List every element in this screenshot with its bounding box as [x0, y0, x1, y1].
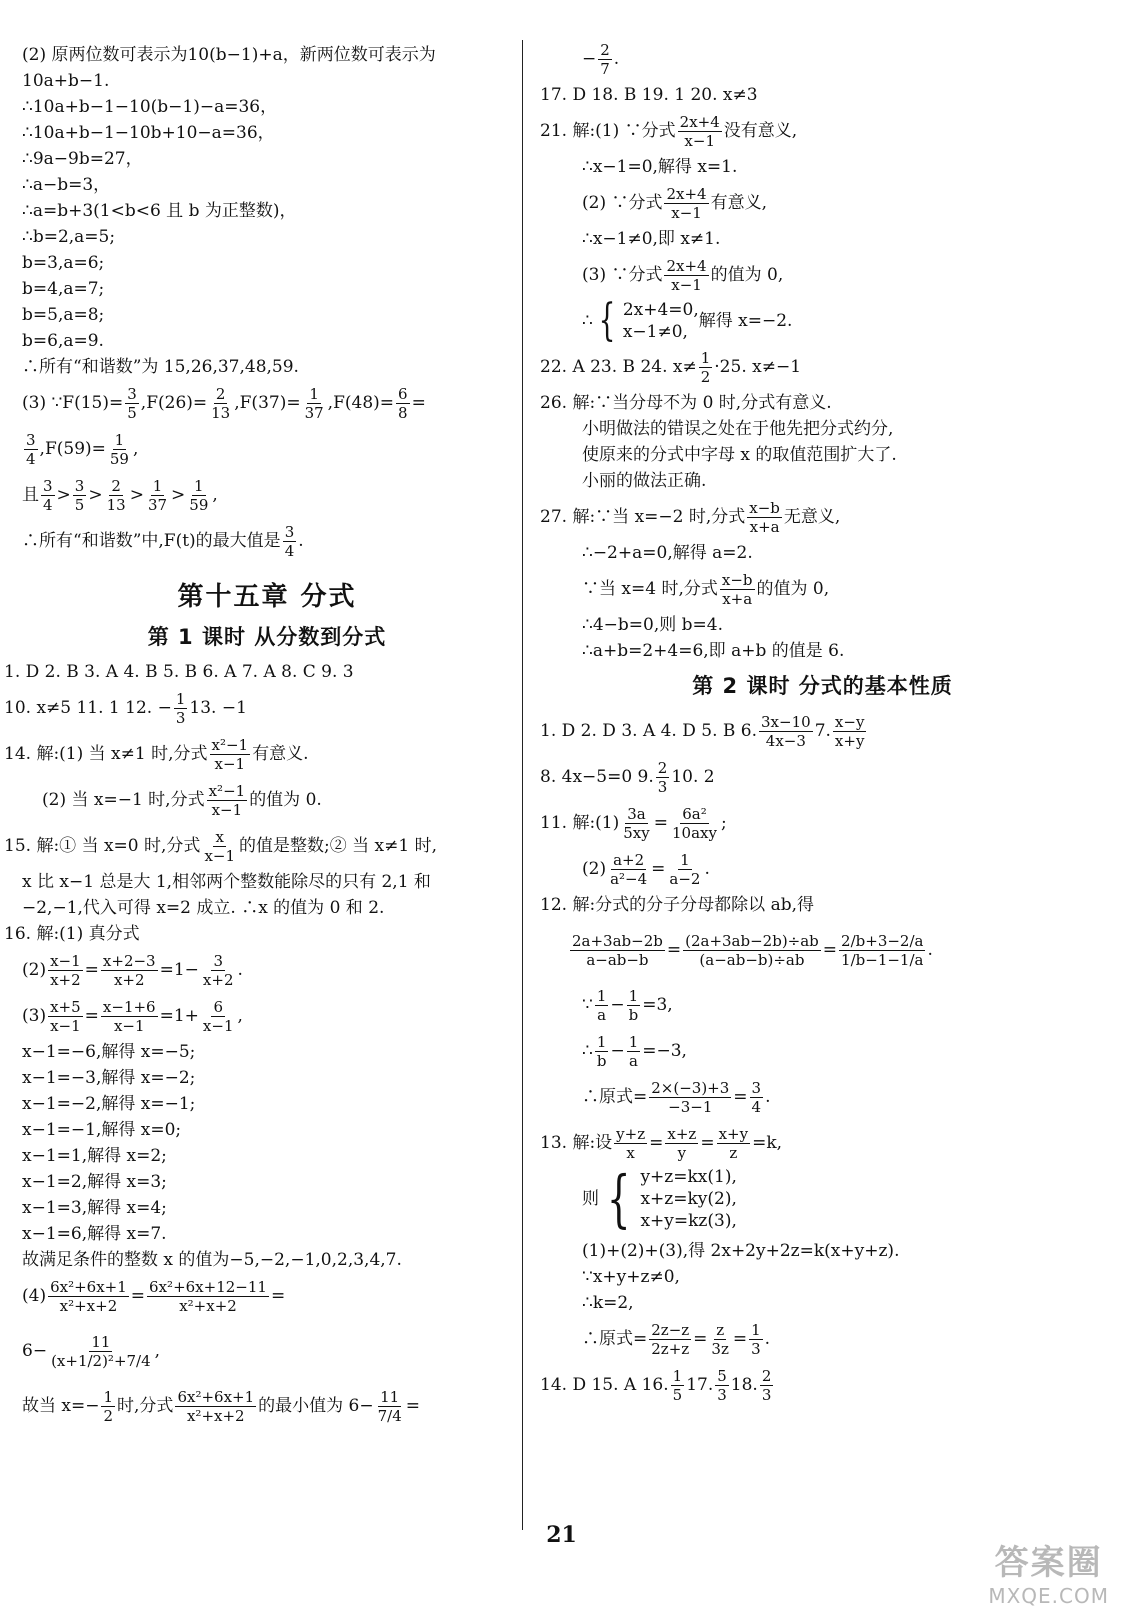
- text-line: 10a+b−1.: [22, 71, 110, 91]
- fraction: 2 3: [657, 758, 668, 796]
- fraction: $\frac{x-1+6}{x-1}$: [102, 997, 156, 1035]
- fraction: $\frac{3}{5}$: [127, 384, 137, 422]
- text-line: ∴原式= $\frac{2z-z}{2z+z}$ = $\frac{z}{3z}$ = $\frac{1}{3}$ .: [582, 1320, 771, 1358]
- text-line: (4) $\frac{\text{6x²+6x+1}}{\text{x²+x+2}}$ = $\frac{\text{6x²+6x+12−11}}{\text{x²+x+2}}$ =: [22, 1277, 286, 1315]
- text-line: ∴ 1 b − $\frac{1}{a}$ =−3,: [582, 1032, 687, 1070]
- lesson-title: 第 2 课时 分式的基本性质: [692, 674, 953, 698]
- fraction: 6a² 10axy: [671, 804, 717, 842]
- answer-line: 8. 4x−5=0 9. 2 3 10. 2: [540, 758, 715, 796]
- fraction: $\frac{y+z}{x}$: [616, 1124, 646, 1162]
- answer-line: 17. D 18. B 19. 1 20. x≠3: [540, 85, 758, 105]
- fraction: $\frac{2a+3ab-2b}{a-ab-b}$: [572, 931, 663, 969]
- fraction: 6x²+6x+1 x²+x+2: [177, 1387, 255, 1425]
- text-line: x−1=1,解得 x=2;: [22, 1146, 167, 1166]
- text-line: ∵当 x=4 时,分式 x−b x+a 的值为 0,: [582, 570, 830, 608]
- text-line: ∴所有“和谐数”为 15,26,37,48,59.: [22, 357, 299, 377]
- text-line: − $\frac{2}{7}$ .: [582, 40, 620, 78]
- text-line: ∴10a+b−1−10b+10−a=36，: [22, 123, 275, 143]
- text-line: ∵ 1 a − $\frac{1}{b}$ =3,: [582, 986, 673, 1024]
- text-line: ∴所有“和谐数”中,F(t)的最大值是 3 4 .: [22, 522, 304, 560]
- text-line: (3) ∵F(15)= $\frac{3}{5}$ ,F(26)= $\frac{2}{13}$ ,F(37)= $\frac{1}{37}$ ,F(48)= $\frac{6}{8}$ =: [22, 384, 426, 422]
- fraction: $\frac{6}{x-1}$: [202, 997, 234, 1035]
- fraction: $\frac{\text{6x²+6x+1}}{\text{x²+x+2}}$: [50, 1277, 127, 1315]
- text-line: b=6,a=9.: [22, 331, 104, 351]
- fraction: 3x−10 4x−3: [761, 712, 811, 750]
- fraction: $\frac{11}{7/4}$: [377, 1387, 402, 1425]
- text-line: x−1=−2,解得 x=−1;: [22, 1094, 196, 1114]
- fraction: $\frac{z}{3z}$: [711, 1320, 729, 1358]
- text-line: x−1=−6,解得 x=−5;: [22, 1042, 196, 1062]
- text-line: 14. 解:(1) 当 x≠1 时,分式 x²−1 x−1 有意义.: [4, 735, 309, 773]
- fraction: $\frac{1}{3}$: [751, 1320, 761, 1358]
- text-line: ∴9a−9b=27，: [22, 149, 143, 169]
- answer-line: 14. D 15. A 16. 1 5 17. 5 3 18. 2 3: [540, 1366, 772, 1404]
- text-line: ∴a+b=2+4=6,即 a+b 的值是 6.: [582, 641, 845, 661]
- fraction: x−b x+a: [749, 498, 780, 536]
- left-brace-icon: {: [606, 1162, 631, 1235]
- text-line: x−1=2,解得 x=3;: [22, 1172, 167, 1192]
- text-line: (3) $\frac{x+5}{x-1}$ = $\frac{x-1+6}{x-1}$ =1+ $\frac{6}{x-1}$ ,: [22, 997, 243, 1035]
- fraction: 1 37: [147, 476, 168, 514]
- fraction: x−b x+a: [721, 570, 753, 608]
- fraction: $\frac{1}{2}$: [103, 1387, 114, 1425]
- text-line: ∴x−1≠0,即 x≠1.: [582, 229, 721, 249]
- fraction: 1 59: [189, 476, 209, 514]
- text-line: ∴k=2,: [582, 1293, 634, 1313]
- text-line: ∴10a+b−1−10(b−1)−a=36，: [22, 97, 278, 117]
- fraction: $\frac{x+y}{z}$: [718, 1124, 749, 1162]
- fraction: $\frac{3}{4}$: [751, 1078, 762, 1116]
- fraction: $\frac{1}{a}$: [628, 1032, 639, 1070]
- fraction: $\frac{x+2-3}{x+2}$: [102, 951, 156, 989]
- text-line: 则 { y+z=kx(1), x+z=ky(2), x+y=kz(3),: [582, 1162, 737, 1235]
- fraction: $\frac{x-1}{x+2}$: [50, 951, 81, 989]
- fraction: x²−1 x−1: [208, 781, 246, 819]
- fraction: $\frac{2/b+3-2/a}{1/b-1-1/a}$: [841, 931, 924, 969]
- text-line: 使原来的分式中字母 x 的取值范围扩大了.: [582, 445, 897, 465]
- text-line: ∴a=b+3(1<b<6 且 b 为正整数)，: [22, 201, 297, 221]
- fraction: $\frac{1}{b}$: [628, 986, 639, 1024]
- fraction: 3 4: [284, 522, 295, 560]
- fraction: $\frac{\text{6x²+6x+12−11}}{\text{x²+x+2}}$: [149, 1277, 267, 1315]
- fraction: $\frac{x+5}{x-1}$: [50, 997, 81, 1035]
- fraction: $\frac{3}{x+2}$: [202, 951, 234, 989]
- text-line: 13. 解:设 $\frac{y+z}{x}$ = $\frac{x+z}{y}$ = $\frac{x+y}{z}$ =k,: [540, 1124, 783, 1162]
- fraction: 3 4: [43, 476, 53, 514]
- column-divider: [522, 40, 523, 1530]
- text-line: 27. 解:∵当 x=−2 时,分式 x−b x+a 无意义,: [540, 498, 841, 536]
- fraction: 1 a: [596, 986, 607, 1024]
- fraction: 3 4: [26, 430, 36, 468]
- answer-line: 1. D 2. D 3. A 4. D 5. B 6. 3x−10 4x−3 7. x−y x+y: [540, 712, 865, 750]
- text-line: 26. 解:∵当分母不为 0 时,分式有意义.: [540, 393, 832, 413]
- fraction: x−y x+y: [834, 712, 865, 750]
- text-line: 6− $\frac{11}{\text{(x+1/2)²+7/4}}$ ,: [22, 1332, 161, 1370]
- text-line: ∴ { 2x+4=0, x−1≠0, 解得 x=−2.: [582, 295, 793, 346]
- text-line: b=4,a=7;: [22, 279, 105, 299]
- page-number: 21: [546, 1522, 577, 1548]
- text-line: x 比 x−1 总是大 1,相邻两个整数能除尽的只有 2,1 和: [22, 872, 431, 892]
- fraction: 2 13: [106, 476, 126, 514]
- text-line: 15. 解:① 当 x=0 时,分式 x x−1 的值是整数;② 当 x≠1 时,: [4, 827, 438, 865]
- text-line: (3) ∵分式 2x+4 x−1 的值为 0,: [582, 256, 784, 294]
- text-line: x−1=−3,解得 x=−2;: [22, 1068, 196, 1088]
- fraction: 1 2: [700, 348, 711, 386]
- text-line: 故满足条件的整数 x 的值为−5,−2,−1,0,2,3,4,7.: [22, 1250, 402, 1270]
- fraction: 1 b: [596, 1032, 607, 1070]
- text-line: $\frac{2a+3ab-2b}{a-ab-b}$ = $\frac{(2a+3ab-2b)\div ab}{(a-ab-b)\div ab}$ = $\frac{2/b+3-2/a}{1/b-1-1/a}$ .: [572, 931, 933, 969]
- equation-system: { 2x+4=0, x−1≠0,: [598, 295, 699, 346]
- fraction: $\frac{2z-z}{2z+z}$: [651, 1320, 690, 1358]
- text-line: ∴原式= $\frac{2\times(-3)+3}{-3-1}$ = $\frac{3}{4}$ .: [582, 1078, 771, 1116]
- text-line: 21. 解:(1) ∵分式 2x+4 x−1 没有意义,: [540, 112, 798, 150]
- text-line: (2) 当 x=−1 时,分式 x²−1 x−1 的值为 0.: [42, 781, 322, 819]
- text-line: 故当 x=− $\frac{1}{2}$ 时,分式 6x²+6x+1 x²+x+2 的最小值为 6− $\frac{11}{7/4}$ =: [22, 1387, 420, 1425]
- text-line: ∴x−1=0,解得 x=1.: [582, 157, 738, 177]
- fraction: 2x+4 x−1: [679, 112, 720, 150]
- fraction: $\frac{1}{59}$: [109, 430, 129, 468]
- watermark-url: MXQE.COM: [988, 1584, 1109, 1608]
- lesson-title: 第 1 课时 从分数到分式: [147, 625, 387, 649]
- watermark-logo: [988, 1535, 1109, 1608]
- answer-line: 1. D 2. B 3. A 4. B 5. B 6. A 7. A 8. C 9. 3: [4, 662, 354, 682]
- fraction: $\frac{1}{37}$: [304, 384, 324, 422]
- text-line: b=5,a=8;: [22, 305, 105, 325]
- fraction: 2x+4 x−1: [666, 256, 707, 294]
- text-line: (2) $\frac{x-1}{x+2}$ = $\frac{x+2-3}{x+2}$ =1− $\frac{3}{x+2}$ .: [22, 951, 243, 989]
- text-line: b=3,a=6;: [22, 253, 105, 273]
- fraction: 5 3: [717, 1366, 727, 1404]
- fraction: $\frac{6}{8}$: [398, 384, 408, 422]
- fraction: $\frac{a+2}{\text{a²−4}}$: [610, 850, 648, 888]
- fraction: $\frac{2}{7}$: [600, 40, 610, 78]
- chapter-title: 第十五章 分式: [177, 582, 357, 612]
- text-line: x−1=−1,解得 x=0;: [22, 1120, 182, 1140]
- fraction: $\frac{1}{a-2}$: [669, 850, 701, 888]
- text-line: 小明做法的错误之处在于他先把分式约分,: [582, 419, 894, 439]
- equation-system: { y+z=kx(1), x+z=ky(2), x+y=kz(3),: [606, 1162, 737, 1235]
- fraction: $\frac{2\times(-3)+3}{-3-1}$: [651, 1078, 730, 1116]
- left-column: [4, 42, 512, 1429]
- fraction: x²−1 x−1: [211, 735, 249, 773]
- text-line: 小丽的做法正确.: [582, 471, 707, 491]
- answer-line: 10. x≠5 11. 1 12. − $\frac{1}{3}$ 13. −1: [4, 689, 247, 727]
- text-line: 16. 解:(1) 真分式: [4, 924, 140, 944]
- text-line: 3 4 ,F(59)= $\frac{1}{59}$ ,: [26, 430, 139, 468]
- text-line: (1)+(2)+(3),得 2x+2y+2z=k(x+y+z).: [582, 1241, 900, 1261]
- text-line: x−1=3,解得 x=4;: [22, 1198, 167, 1218]
- text-line: (2) 原两位数可表示为10(b−1)+a，新两位数可表示为: [22, 45, 436, 65]
- text-line: −2,−1,代入可得 x=2 成立. ∴x 的值为 0 和 2.: [22, 898, 385, 918]
- left-brace-icon: {: [598, 295, 616, 346]
- fraction: 3 5: [74, 476, 85, 514]
- fraction: 2x+4 x−1: [666, 184, 707, 222]
- fraction: $\frac{x+z}{y}$: [667, 1124, 697, 1162]
- text-line: ∵x+y+z≠0,: [582, 1267, 680, 1287]
- text-line: ∴4−b=0,则 b=4.: [582, 615, 723, 635]
- text-line: 11. 解:(1) $\frac{3a}{5xy}$ = 6a² 10axy ;: [540, 804, 727, 842]
- text-line: 且 3 4 > 3 5 > 2 13 > 1 37 > 1 59 ,: [22, 476, 218, 514]
- watermark-text: 答案圈: [994, 1543, 1103, 1583]
- right-column: [540, 36, 1105, 1408]
- fraction: $\frac{11}{\text{(x+1/2)²+7/4}}$: [51, 1332, 151, 1370]
- fraction: 2 3: [761, 1366, 772, 1404]
- fraction: $\frac{3a}{5xy}$: [623, 804, 650, 842]
- fraction: $\frac{2}{13}$: [211, 384, 231, 422]
- text-line: x−1=6,解得 x=7.: [22, 1224, 167, 1244]
- text-line: ∴−2+a=0,解得 a=2.: [582, 543, 753, 563]
- text-line: (2) $\frac{a+2}{\text{a²−4}}$ = $\frac{1}{a-2}$ .: [582, 850, 710, 888]
- fraction: $\frac{1}{3}$: [175, 689, 186, 727]
- fraction: x x−1: [204, 827, 236, 865]
- text-line: ∴a−b=3，: [22, 175, 111, 195]
- answer-line: 22. A 23. B 24. x≠ 1 2 ·25. x≠−1: [540, 348, 802, 386]
- text-line: ∴b=2,a=5;: [22, 227, 116, 247]
- text-line: 12. 解:分式的分子分母都除以 ab,得: [540, 895, 814, 915]
- fraction: $\frac{(2a+3ab-2b)\div ab}{(a-ab-b)\div ab}$: [685, 931, 819, 969]
- fraction: 1 5: [672, 1366, 683, 1404]
- text-line: (2) ∵分式 2x+4 x−1 有意义,: [582, 184, 768, 222]
